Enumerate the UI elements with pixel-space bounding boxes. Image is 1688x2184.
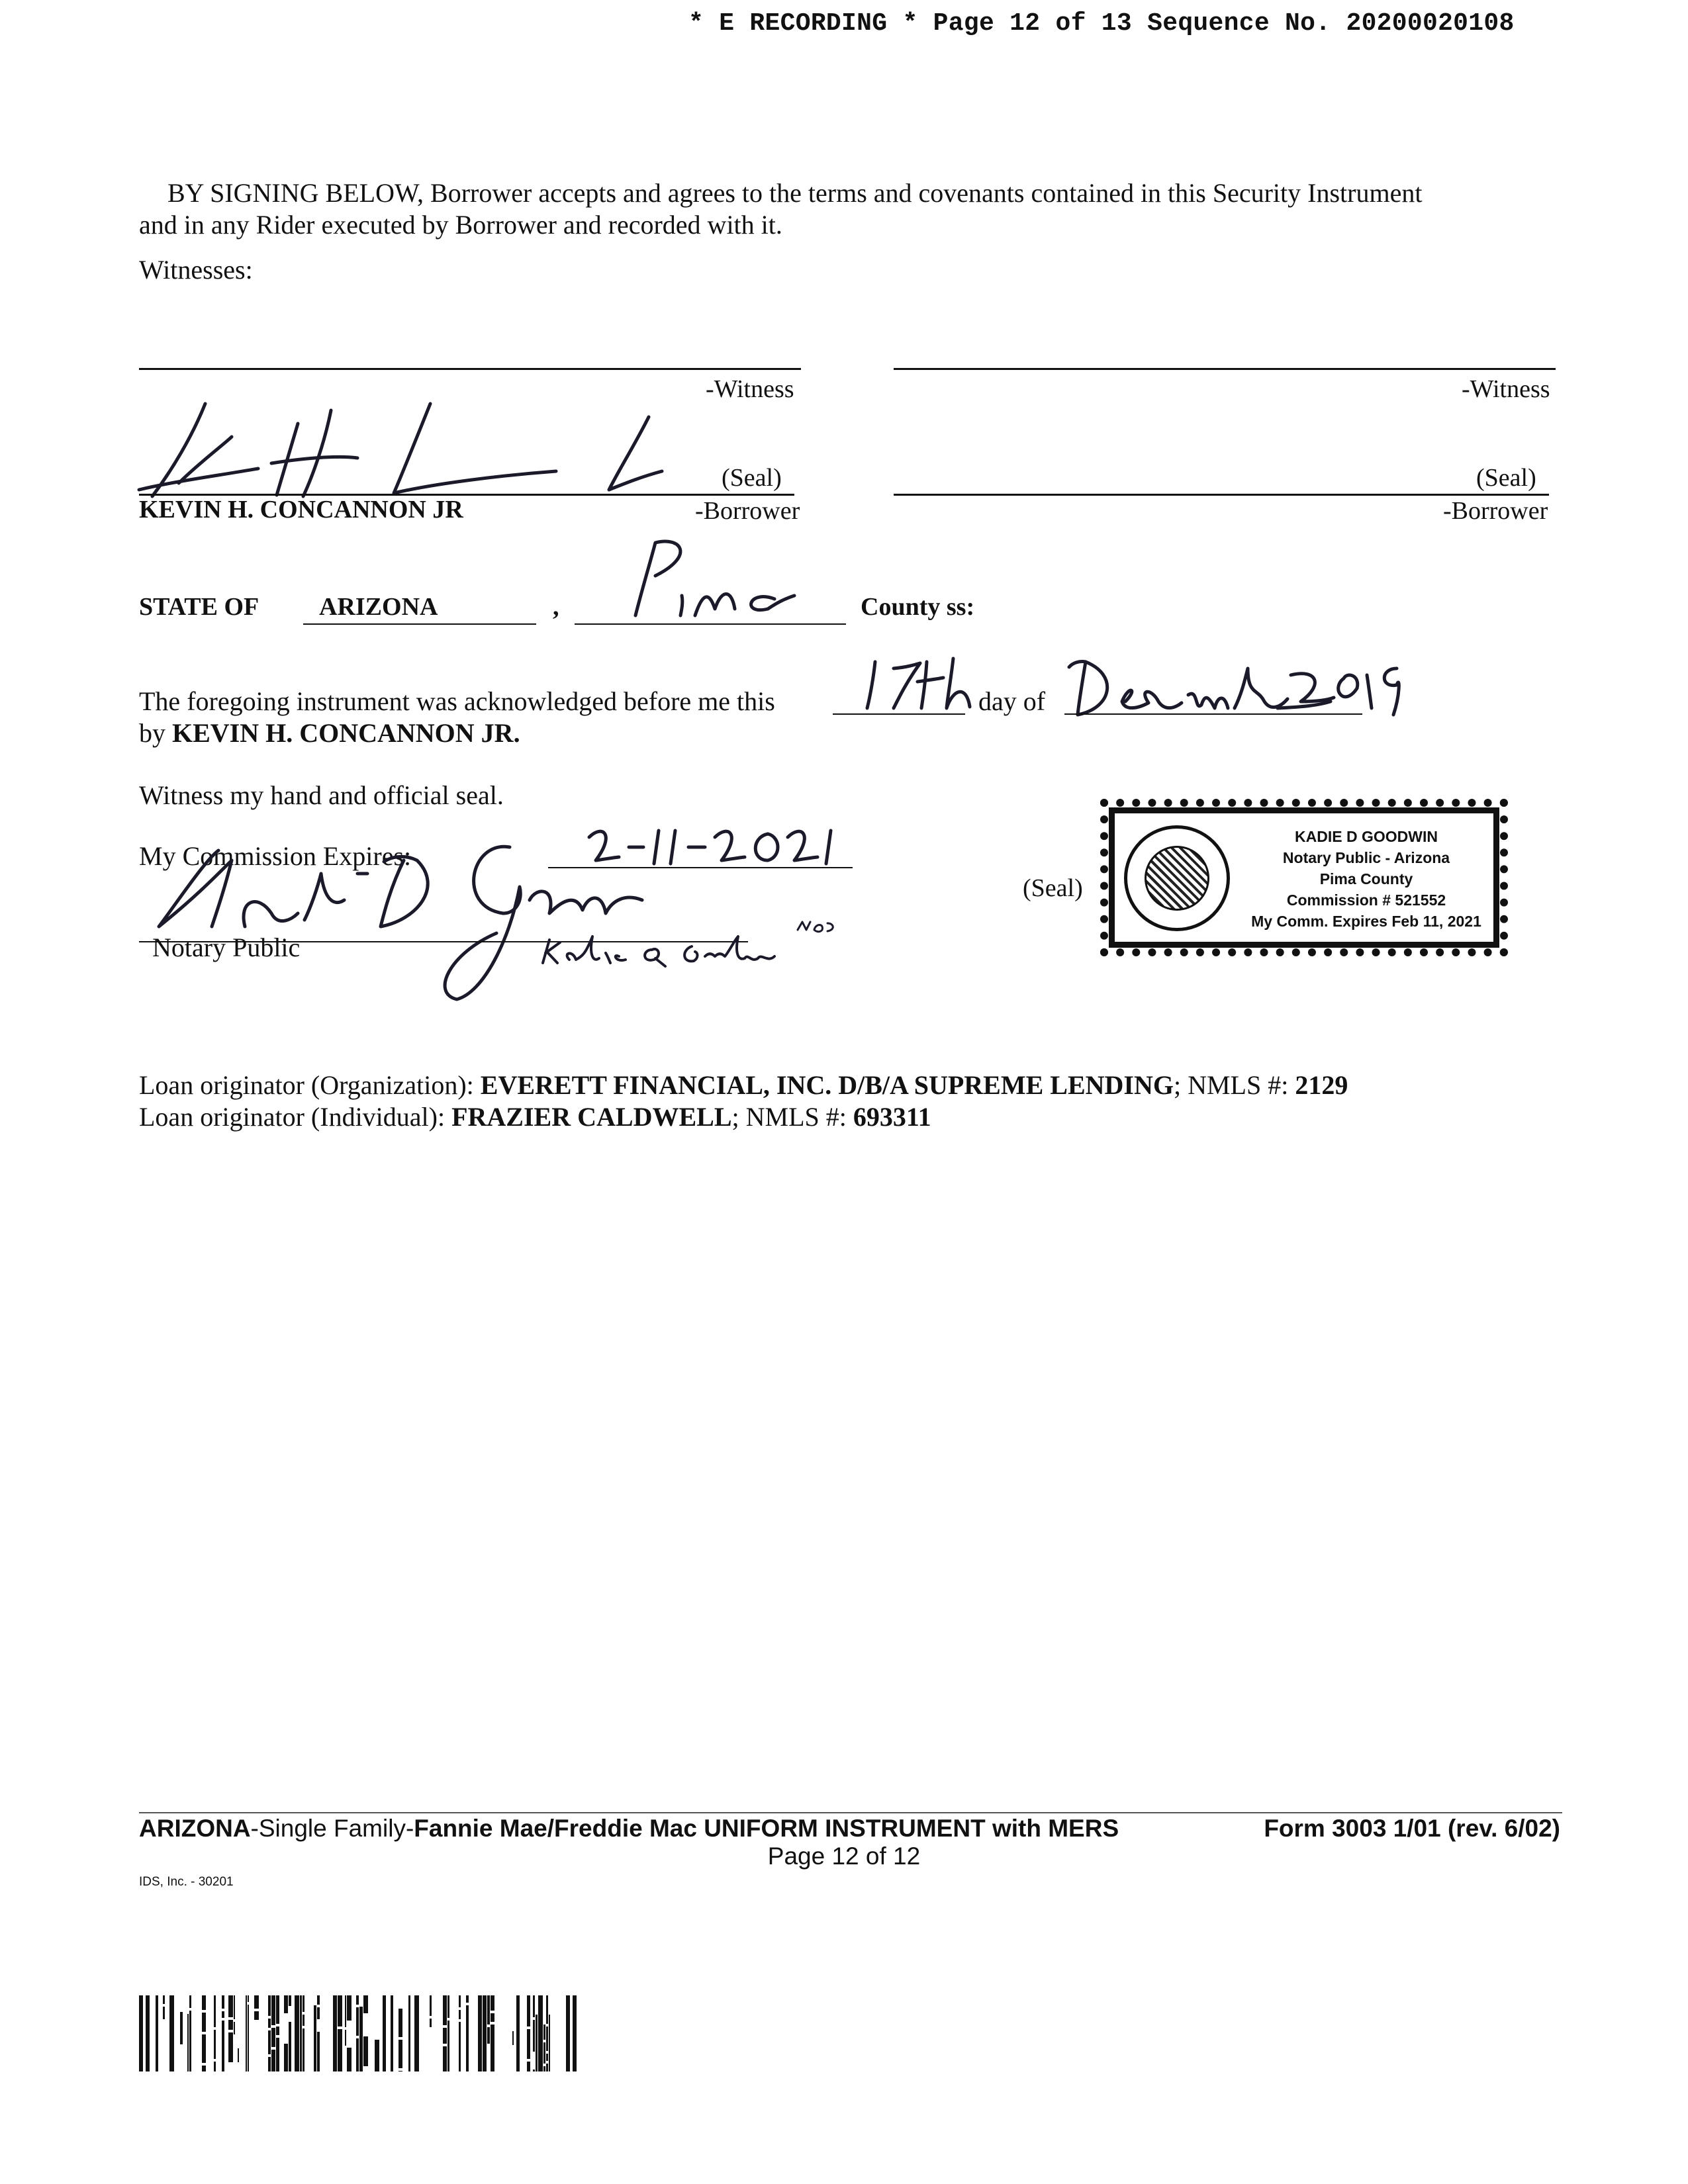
day-of-label: day of (978, 686, 1046, 716)
ind-name: FRAZIER CALDWELL (451, 1102, 732, 1132)
witness-hand-text: Witness my hand and official seal. (139, 780, 504, 810)
borrower-line-right (894, 494, 1549, 496)
by-prefix: by (139, 718, 165, 748)
loan-originator-org (139, 1069, 1348, 1101)
stamp-commission: Commission # 521552 (1286, 891, 1446, 909)
state-comma: , (553, 593, 559, 621)
footer-form-number: Form 3003 1/01 (rev. 6/02) (1264, 1815, 1560, 1842)
month-underline (1064, 713, 1362, 715)
month-year-handwritten (1066, 649, 1410, 721)
recording-banner: * E RECORDING * Page 12 of 13 Sequence No. 20200020108 (688, 9, 1515, 38)
state-value: ARIZONA (319, 593, 438, 621)
org-label: Loan originator (Organization): (139, 1070, 474, 1100)
org-name: EVERETT FINANCIAL, INC. D/B/A SUPREME LENDING (480, 1070, 1174, 1100)
state-seal-icon (1124, 825, 1230, 931)
seal-label-left: (Seal) (722, 464, 782, 492)
ind-label: Loan originator (Individual): (139, 1102, 445, 1132)
mid-initial-mark (794, 917, 841, 936)
footer-state: ARIZONA (139, 1815, 251, 1842)
ind-nmls-label: ; NMLS #: (731, 1102, 847, 1132)
state-underline (303, 623, 536, 625)
borrower-signature (132, 397, 702, 503)
day-handwritten (854, 655, 986, 715)
foregoing-text: The foregoing instrument was acknowledged before me this (139, 686, 775, 716)
footer-form-title (139, 1815, 1119, 1843)
intro-line-1: BY SIGNING BELOW, Borrower accepts and agrees to the terms and covenants contained in this Security Instrument (167, 178, 1423, 208)
commission-label: My Commission Expires: (139, 841, 412, 871)
borrower-label-right: -Borrower (1443, 497, 1548, 525)
stamp-expires: My Comm. Expires Feb 11, 2021 (1251, 913, 1481, 930)
county-ss-label: County ss: (861, 593, 975, 621)
witness-label-right: -Witness (1462, 375, 1550, 403)
footer-instrument: Fannie Mae/Freddie Mac UNIFORM INSTRUMENT with MERS (414, 1815, 1119, 1842)
loan-originator-individual (139, 1101, 931, 1133)
seal-label-right: (Seal) (1476, 464, 1536, 492)
stamp-title: Notary Public - Arizona (1282, 849, 1450, 866)
footer-ids: IDS, Inc. - 30201 (139, 1875, 234, 1889)
state-of-label: STATE OF (139, 593, 259, 621)
barcode (139, 1995, 596, 2071)
notary-signature (139, 821, 669, 1019)
by-line (139, 717, 520, 749)
witnesses-label: Witnesses: (139, 255, 253, 285)
witness-line-right (894, 368, 1556, 370)
by-name: KEVIN H. CONCANNON JR. (172, 718, 520, 748)
footer-single-family: -Single Family- (250, 1815, 414, 1842)
county-handwritten (616, 536, 814, 629)
notary-stamp (1109, 807, 1499, 948)
footer-page-number: Page 12 of 12 (767, 1843, 921, 1870)
borrower-name: KEVIN H. CONCANNON JR (139, 496, 463, 523)
notary-public-label: Notary Public (152, 933, 301, 962)
stamp-notary-name: KADIE D GOODWIN (1295, 828, 1438, 845)
org-nmls-label: ; NMLS #: (1173, 1070, 1289, 1100)
notary-seal-label: (Seal) (1023, 874, 1083, 902)
org-nmls: 2129 (1295, 1070, 1348, 1100)
intro-line-2: and in any Rider executed by Borrower and recorded with it. (139, 210, 782, 240)
witness-label-left: -Witness (706, 375, 794, 403)
printed-notary-name-handwritten (536, 927, 814, 973)
stamp-county: Pima County (1319, 870, 1413, 887)
ind-nmls: 693311 (853, 1102, 931, 1132)
borrower-label-left: -Borrower (695, 497, 800, 525)
witness-line-left (139, 368, 801, 370)
footer-rule (139, 1812, 1562, 1813)
